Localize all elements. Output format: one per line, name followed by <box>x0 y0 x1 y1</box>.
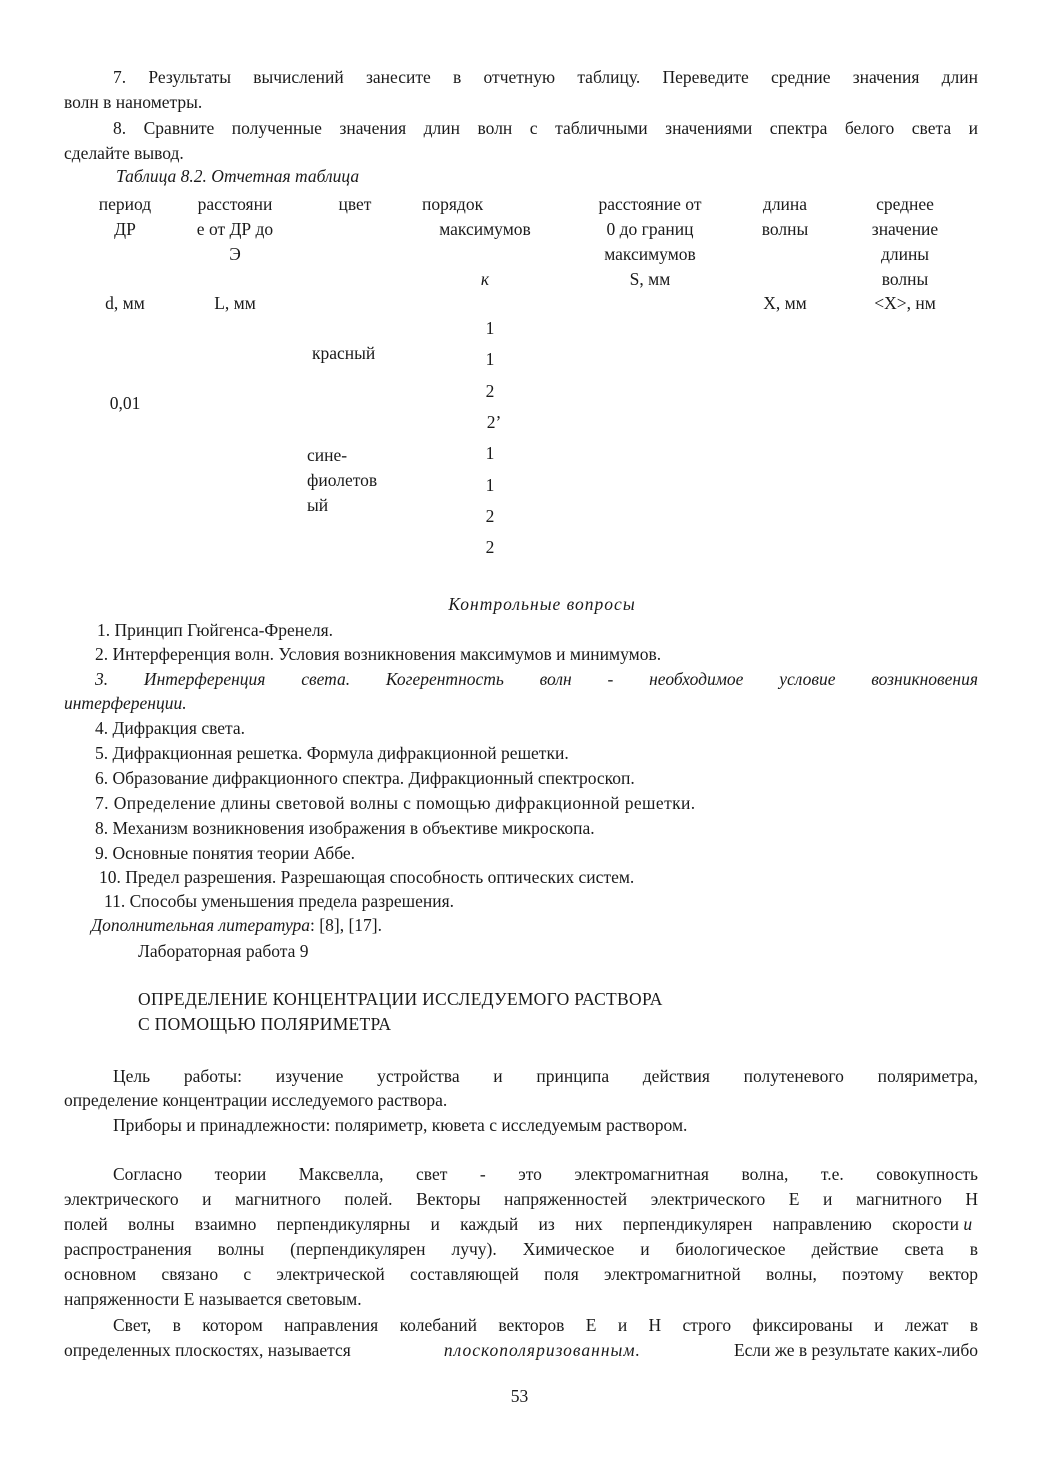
body-line-6: напряженности E называется световым. <box>64 1289 362 1309</box>
literature-label: Дополнительная литература <box>91 915 311 935</box>
header-distance-to-screen: расстояни е от ДР до Э <box>196 194 274 264</box>
tools-line: Приборы и принадлежности: поляриметр, кювета с исследуемым раствором. <box>113 1115 688 1135</box>
lab-title-line-2: С ПОМОЩЬЮ ПОЛЯРИМЕТРА <box>138 1014 392 1034</box>
paragraph-8-line-2: сделайте вывод. <box>64 143 184 163</box>
question-item: 8. Механизм возникновения изображения в объективе микроскопа. <box>95 818 595 838</box>
lab-label: Лабораторная работа 9 <box>138 941 309 961</box>
k-value: 1 <box>485 475 495 495</box>
k-value: 2 <box>485 506 495 526</box>
page-number: 53 <box>510 1386 529 1406</box>
body-line-5: основном связано с электрической составляющей поля электромагнитной волны, поэтому вектор <box>64 1264 978 1284</box>
question-item: 11. Способы уменьшения предела разрешения. <box>104 891 455 911</box>
color-red: красный <box>312 343 376 363</box>
header-period: период ДР <box>98 194 152 239</box>
body-line-2: электрического и магнитного полей. Векторы напряженностей электрического E и магнитного H <box>64 1189 978 1209</box>
header-distance-maxima: расстояние от 0 до границ максимумов S, мм <box>598 194 702 289</box>
body-line-4: распространения волны (перпендикулярен лучу). Химическое и биологическое действие света в <box>64 1239 978 1259</box>
body-line-3: полей волны взаимно перпендикулярны и каждый из них перпендикулярен направлению скорости u <box>64 1214 973 1234</box>
questions-heading: Контрольные вопросы <box>448 594 636 614</box>
k-symbol: к <box>480 269 490 289</box>
table-caption: Таблица 8.2. Отчетная таблица <box>116 166 360 186</box>
unit-d: d, мм <box>105 293 145 313</box>
goal-line-2: определение концентрации исследуемого раствора. <box>64 1090 448 1110</box>
goal-line-1: Цель работы: изучение устройства и принципа действия полутеневого поляриметра, <box>113 1066 978 1086</box>
question-item: 4. Дифракция света. <box>95 718 246 738</box>
question-item: 3. Интерференция света. Когерентность волн - необходимое условие возникновения <box>95 669 978 689</box>
literature-refs: : [8], [17]. <box>310 915 382 935</box>
additional-literature <box>91 914 382 936</box>
k-value: 1 <box>485 443 495 463</box>
question-item: 6. Образование дифракционного спектра. Дифракционный спектроскоп. <box>95 768 635 788</box>
unit-X: X, мм <box>763 293 807 313</box>
k-value: 2’ <box>486 412 502 432</box>
question-item: 5. Дифракционная решетка. Формула дифракционной решетки. <box>95 743 569 763</box>
color-violet: сине- фиолетов ый <box>307 445 378 515</box>
lab-title-line-1: ОПРЕДЕЛЕНИЕ КОНЦЕНТРАЦИИ ИССЛЕДУЕМОГО РАСТВОРА <box>138 989 663 1009</box>
header-mean-wavelength: среднее значение длины волны <box>871 194 939 289</box>
paragraph-7-line-2: волн в нанометры. <box>64 92 203 112</box>
paragraph-8-line-1: 8. Сравните полученные значения длин волн с табличными значениями спектра белого света и <box>113 118 978 138</box>
body-line-7: Свет, в котором направления колебаний векторов E и H строго фиксированы и лежат в <box>113 1315 978 1335</box>
question-item: 7. Определение длины световой волны с помощью дифракционной решетки. <box>95 793 696 813</box>
paragraph-7-line-1: 7. Результаты вычислений занесите в отчетную таблицу. Переведите средние значения длин <box>113 67 978 87</box>
period-value: 0,01 <box>109 393 141 413</box>
k-value: 1 <box>485 349 495 369</box>
unit-X-avg: <X>, нм <box>874 293 936 313</box>
body-line-1: Согласно теории Максвелла, свет - это электромагнитная волна, т.е. совокупность <box>113 1164 978 1184</box>
header-wavelength: длина волны <box>761 194 809 239</box>
k-value: 2 <box>485 381 495 401</box>
header-order: порядок максимумов к <box>405 192 565 292</box>
header-color: цвет <box>338 194 372 214</box>
question-item: интерференции. <box>64 693 187 713</box>
question-item: 10. Предел разрешения. Разрешающая способность оптических систем. <box>99 867 635 887</box>
question-item: 1. Принцип Гюйгенса-Френеля. <box>97 620 334 640</box>
body-line-8: определенных плоскостях, называется плоскополяризованным. Если же в результате каких-либо <box>64 1340 978 1360</box>
unit-L: L, мм <box>214 293 256 313</box>
k-value: 1 <box>485 318 495 338</box>
k-value: 2 <box>485 537 495 557</box>
question-item: 2. Интерференция волн. Условия возникновения максимумов и минимумов. <box>95 644 662 664</box>
question-item: 9. Основные понятия теории Аббе. <box>95 843 356 863</box>
